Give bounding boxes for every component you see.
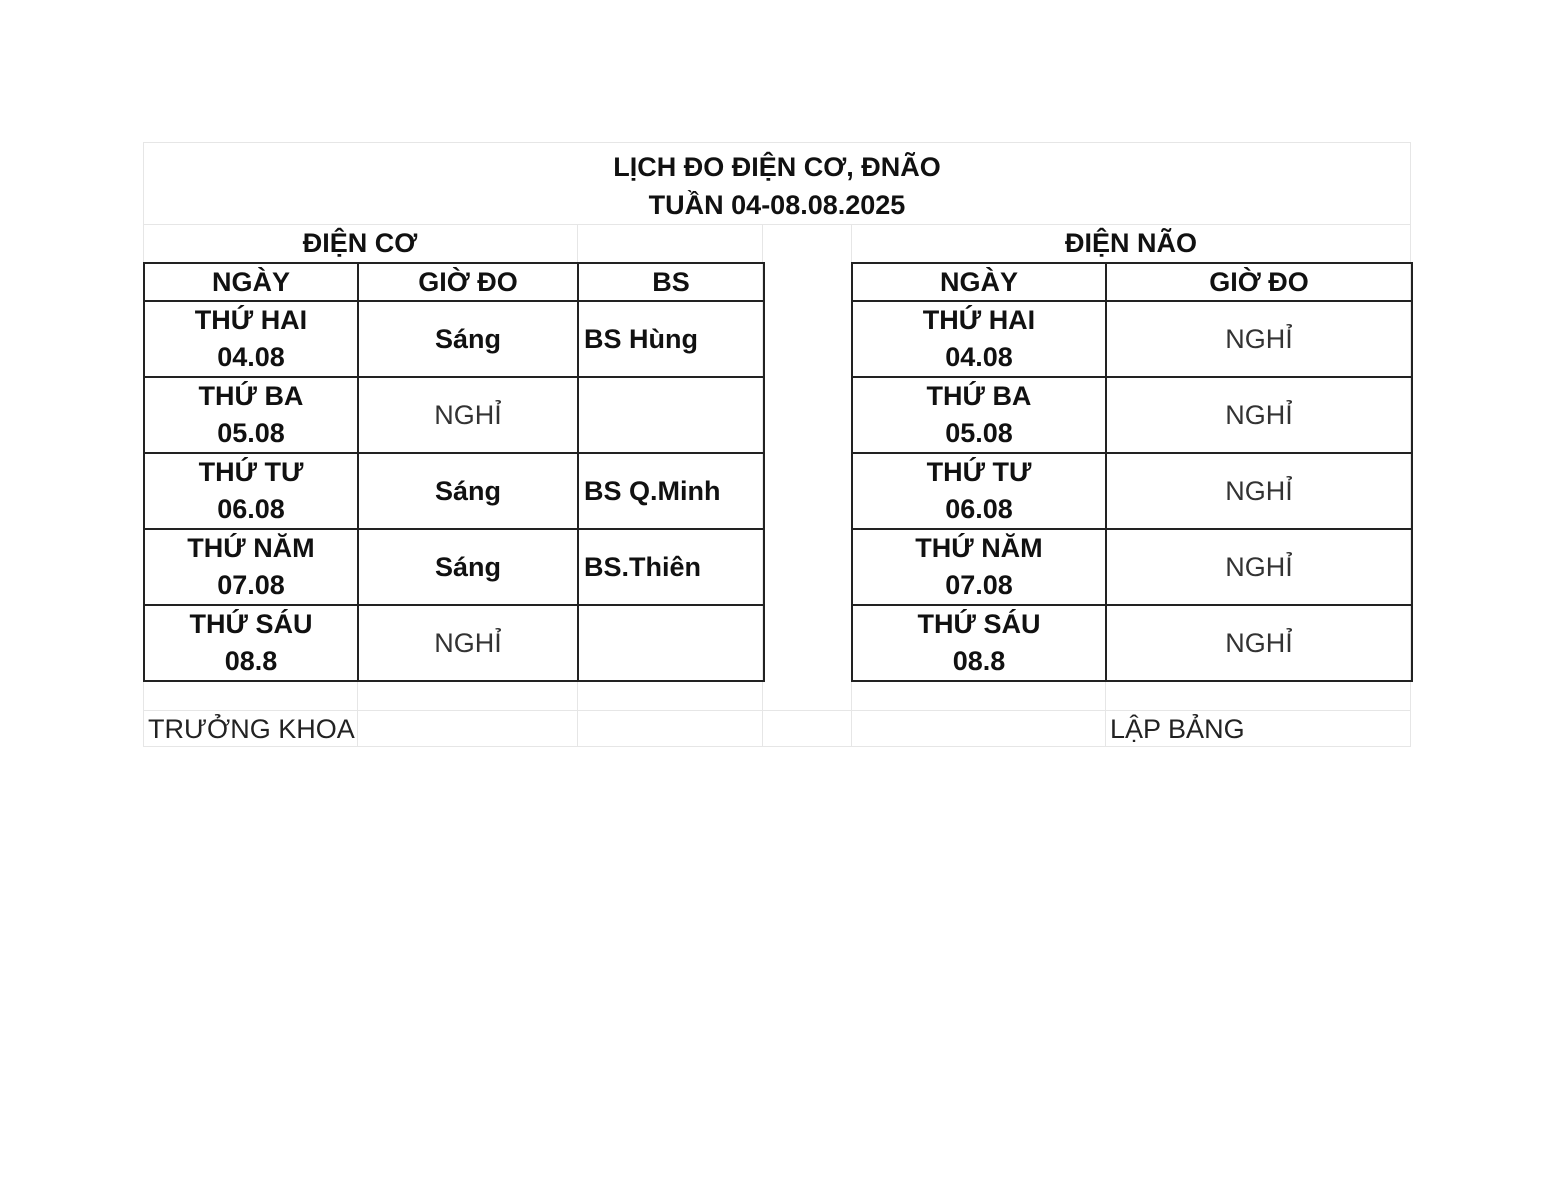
- doctor-cell: BS Hùng: [578, 301, 764, 377]
- doctor-cell: BS.Thiên: [578, 529, 764, 605]
- page-title: LỊCH ĐO ĐIỆN CƠ, ĐNÃO: [613, 152, 941, 182]
- time-cell: NGHỈ: [1106, 605, 1412, 681]
- time-cell: NGHỈ: [1106, 377, 1412, 453]
- eeg-header-row: [852, 263, 1412, 301]
- table-row: [144, 453, 764, 529]
- day-cell: [852, 453, 1106, 529]
- day-name: THỨ NĂM: [915, 533, 1043, 563]
- table-row: [852, 605, 1412, 681]
- day-date: 06.08: [217, 494, 285, 524]
- week-subtitle: TUẦN 04-08.08.2025: [648, 190, 906, 220]
- doctor-cell: [578, 377, 764, 453]
- day-date: 06.08: [945, 494, 1013, 524]
- time-cell: NGHỈ: [1106, 301, 1412, 377]
- time-cell: NGHỈ: [1106, 453, 1412, 529]
- time-cell: Sáng: [358, 453, 578, 529]
- time-cell: NGHỈ: [358, 377, 578, 453]
- day-cell: [144, 529, 358, 605]
- day-name: THỨ SÁU: [189, 609, 313, 639]
- day-date: 08.8: [224, 646, 278, 676]
- day-name: THỨ TƯ: [926, 457, 1032, 487]
- day-date: 08.8: [952, 646, 1006, 676]
- day-cell: [144, 605, 358, 681]
- day-name: THỨ TƯ: [198, 457, 304, 487]
- day-date: 04.08: [217, 342, 285, 372]
- table-row: [144, 529, 764, 605]
- day-date: 05.08: [945, 418, 1013, 448]
- emg-header-row: [144, 263, 764, 301]
- day-cell: [852, 605, 1106, 681]
- day-cell: [144, 453, 358, 529]
- doctor-cell: BS Q.Minh: [578, 453, 764, 529]
- emg-schedule-table: [143, 262, 765, 682]
- table-row: [144, 377, 764, 453]
- time-cell: NGHỈ: [1106, 529, 1412, 605]
- table-row: [852, 377, 1412, 453]
- day-date: 07.08: [945, 570, 1013, 600]
- day-cell: [144, 377, 358, 453]
- day-cell: [852, 301, 1106, 377]
- column-header-time: GIỜ ĐO: [1106, 263, 1412, 301]
- day-name: THỨ HAI: [922, 305, 1036, 335]
- eeg-section-title: ĐIỆN NÃO: [1064, 228, 1197, 258]
- table-row: [852, 453, 1412, 529]
- time-cell: NGHỈ: [358, 605, 578, 681]
- day-cell: [144, 301, 358, 377]
- day-cell: [852, 529, 1106, 605]
- column-header-time: GIỜ ĐO: [358, 263, 578, 301]
- day-name: THỨ NĂM: [187, 533, 315, 563]
- day-date: 05.08: [217, 418, 285, 448]
- head-of-department-signature: TRƯỞNG KHOA: [148, 714, 355, 744]
- table-row: [852, 529, 1412, 605]
- time-cell: Sáng: [358, 529, 578, 605]
- table-row: [144, 301, 764, 377]
- prepared-by-signature: LẬP BẢNG: [1110, 714, 1245, 744]
- day-date: 04.08: [945, 342, 1013, 372]
- emg-section-title: ĐIỆN CƠ: [302, 228, 418, 258]
- day-name: THỨ BA: [926, 381, 1032, 411]
- day-name: THỨ SÁU: [917, 609, 1041, 639]
- day-name: THỨ BA: [198, 381, 304, 411]
- column-header-date: NGÀY: [144, 263, 358, 301]
- day-date: 07.08: [217, 570, 285, 600]
- table-row: [144, 605, 764, 681]
- schedule-sheet: [143, 142, 1411, 747]
- column-header-doctor: BS: [578, 263, 764, 301]
- day-name: THỨ HAI: [194, 305, 308, 335]
- eeg-schedule-table: [851, 262, 1413, 682]
- day-cell: [852, 377, 1106, 453]
- column-header-date: NGÀY: [852, 263, 1106, 301]
- time-cell: Sáng: [358, 301, 578, 377]
- table-row: [852, 301, 1412, 377]
- doctor-cell: [578, 605, 764, 681]
